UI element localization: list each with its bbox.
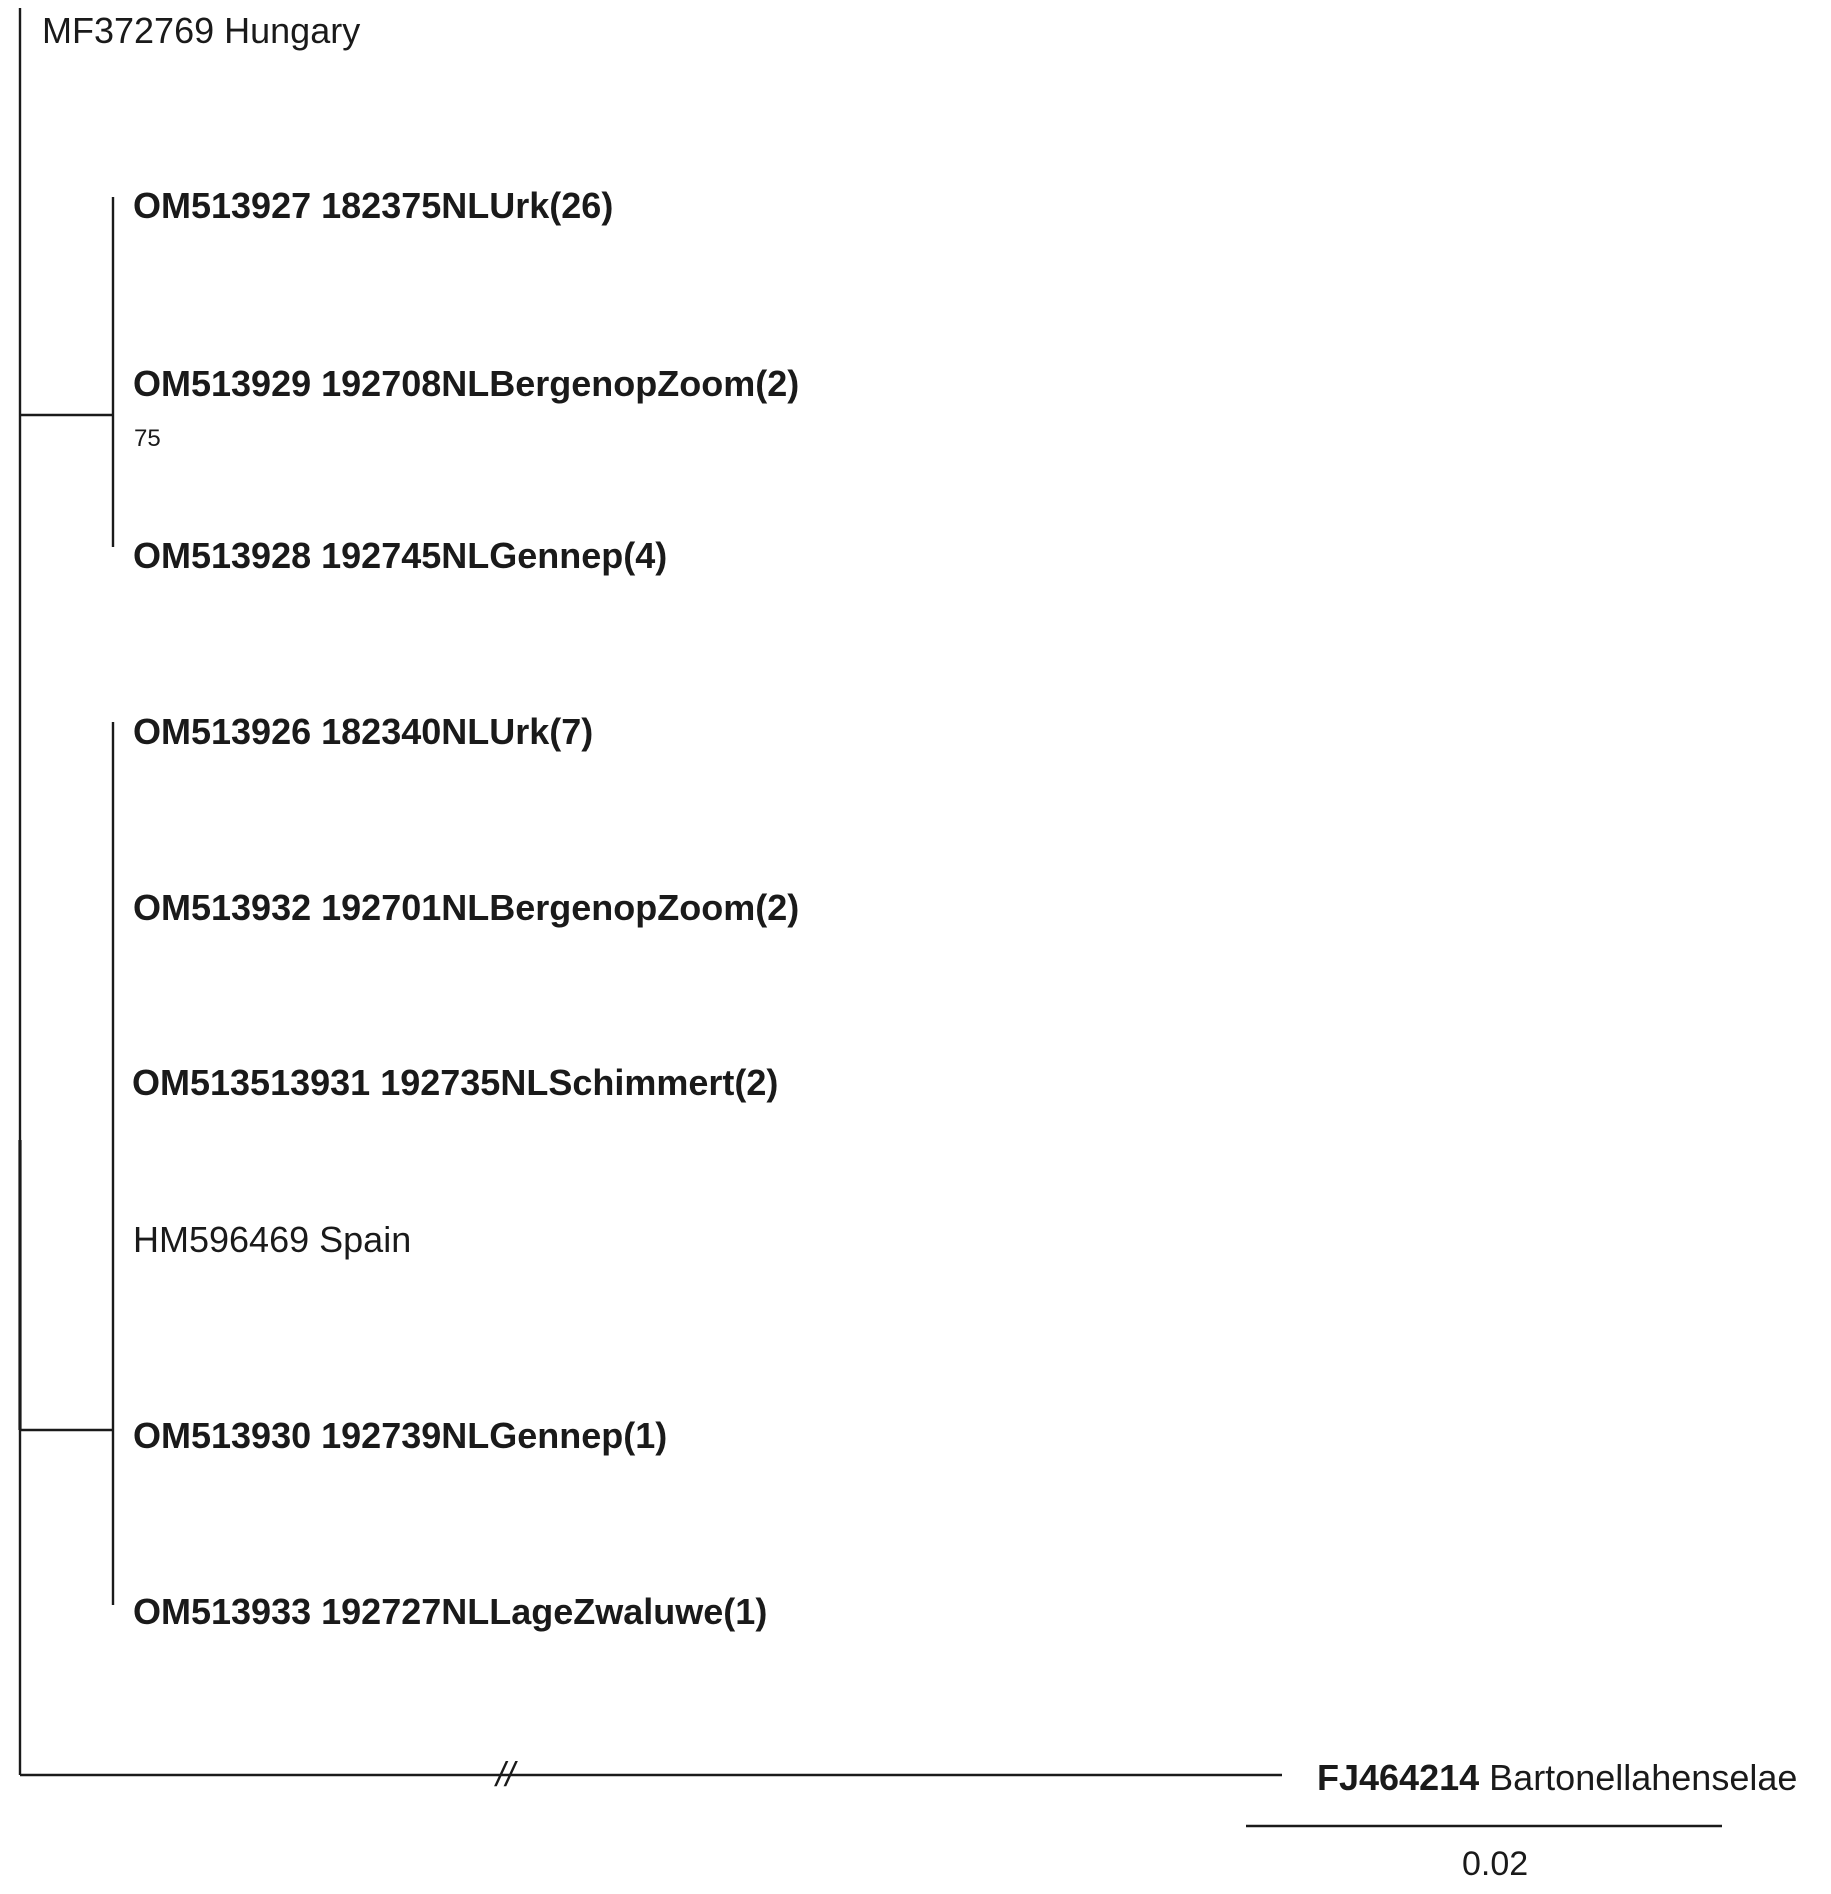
accession-text: OM513513931 — [132, 1062, 371, 1103]
leaf-label: 192739NLGennep(1) — [321, 1415, 668, 1456]
accession-text: OM513930 — [133, 1415, 312, 1456]
accession-text: OM513929 — [133, 363, 312, 404]
leaf-label: 192701NLBergenopZoom(2) — [321, 887, 800, 928]
leaf-om513926 — [133, 711, 593, 752]
leaf-label: 192735NLSchimmert(2) — [380, 1062, 779, 1103]
svg-text:OM513927 182375NLUrk(26) — [133, 185, 613, 226]
leaf-label: 182375NLUrk(26) — [321, 185, 614, 226]
accession-text: OM513928 — [133, 535, 312, 576]
svg-text:OM513929 192708NLBergenopZoom( — [133, 363, 799, 404]
svg-text:OM513933 192727NLLageZwaluwe(1 — [133, 1591, 767, 1632]
svg-text:OM513513931 192735NLSchimmert( — [132, 1062, 778, 1103]
leaf-label: 192727NLLageZwaluwe(1) — [321, 1591, 768, 1632]
leaf-label: Bartonellahenselae — [1489, 1757, 1798, 1798]
accession-text: OM513932 — [133, 887, 312, 928]
scale-bar — [1246, 1826, 1722, 1883]
leaf-label: Hungary — [224, 10, 361, 51]
svg-text:MF372769 Hungary — [42, 10, 360, 51]
leaf-outgroup — [1317, 1757, 1797, 1798]
leaf-om513927 — [133, 185, 613, 226]
leaf-om513931 — [132, 1062, 778, 1103]
branch-break-mark: // — [496, 1756, 515, 1794]
leaf-om513929 — [133, 363, 799, 404]
svg-text:OM513932 192701NLBergenopZoom( — [133, 887, 799, 928]
svg-text:OM513930 192739NLGennep(1) — [133, 1415, 667, 1456]
svg-text:FJ464214 Bartonellahenselae — [1317, 1757, 1797, 1798]
accession-text: HM596469 — [133, 1219, 310, 1260]
leaf-om513932 — [133, 887, 799, 928]
leaf-label: 192745NLGennep(4) — [321, 535, 668, 576]
accession-text: FJ464214 — [1317, 1757, 1480, 1798]
accession-text: OM513933 — [133, 1591, 312, 1632]
leaf-hungary — [42, 10, 360, 51]
leaf-om513933 — [133, 1591, 767, 1632]
leaf-label: 192708NLBergenopZoom(2) — [321, 363, 800, 404]
svg-text:OM513926 182340NLUrk(7) — [133, 711, 593, 752]
support-value: 75 — [134, 425, 161, 452]
leaf-om513930 — [133, 1415, 667, 1456]
accession-text: OM513926 — [133, 711, 312, 752]
leaf-label: Spain — [319, 1219, 412, 1260]
scale-bar-label: 0.02 — [1462, 1845, 1529, 1883]
svg-text:HM596469 Spain — [133, 1219, 411, 1260]
leaf-label: 182340NLUrk(7) — [321, 711, 594, 752]
leaf-spain — [133, 1219, 411, 1260]
svg-text:OM513928 192745NLGennep(4) — [133, 535, 667, 576]
accession-text: MF372769 — [42, 10, 215, 51]
accession-text: OM513927 — [133, 185, 312, 226]
leaf-om513928 — [133, 535, 667, 576]
